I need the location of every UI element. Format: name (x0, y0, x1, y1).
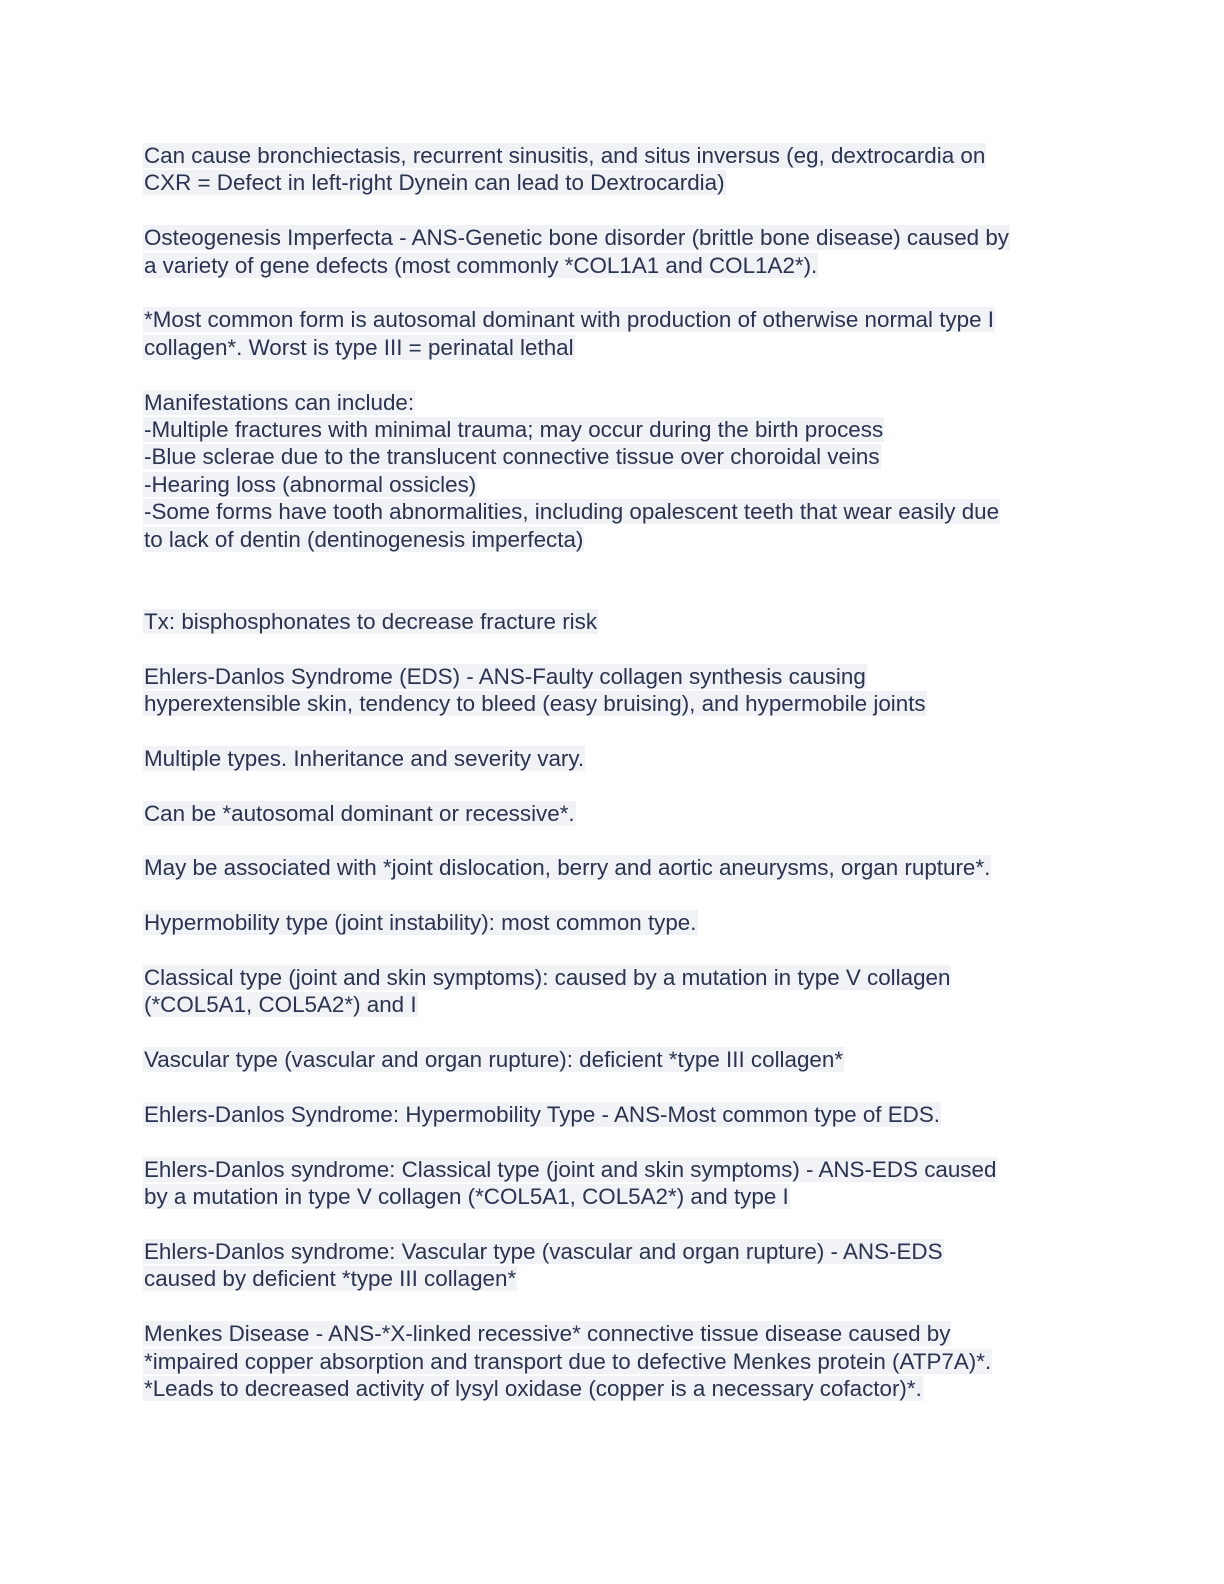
text-line: Hypermobility type (joint instability): most common type. (144, 910, 697, 936)
text-line: to lack of dentin (dentinogenesis imperfecta) (144, 526, 584, 552)
text-line: *Most common form is autosomal dominant with production of otherwise normal type I (144, 307, 994, 333)
text-line: Ehlers-Danlos Syndrome: Hypermobility Type - ANS-Most common type of EDS. (144, 1102, 940, 1128)
paragraph-eds-classical-card (143, 1156, 1083, 1211)
text-line: *impaired copper absorption and transport due to defective Menkes protein (ATP7A)*. (144, 1348, 992, 1374)
text-line: Ehlers-Danlos Syndrome (EDS) - ANS-Faulty collagen synthesis causing (144, 663, 866, 689)
text-line: collagen*. Worst is type III = perinatal lethal (144, 334, 574, 360)
text-line: -Hearing loss (abnormal ossicles) (144, 471, 477, 497)
text-line: Menkes Disease - ANS-*X-linked recessive* connective tissue disease caused by (144, 1321, 951, 1347)
text-line: -Blue sclerae due to the translucent connective tissue over choroidal veins (144, 444, 880, 470)
text-line: Vascular type (vascular and organ rupture): deficient *type III collagen* (144, 1047, 844, 1073)
text-line: -Multiple fractures with minimal trauma; may occur during the birth process (144, 417, 884, 443)
paragraph-oi-manifestations (143, 389, 1083, 553)
paragraph-eds-vascular (143, 1046, 1083, 1073)
paragraph-eds-inheritance (143, 800, 1083, 827)
paragraph-primary-ciliary-dyskinesia (143, 142, 1083, 197)
text-line: Can cause bronchiectasis, recurrent sinusitis, and situs inversus (eg, dextrocardia on (144, 143, 986, 168)
text-line: *Leads to decreased activity of lysyl oxidase (copper is a necessary cofactor)*. (144, 1376, 922, 1402)
paragraph-eds-associations (143, 854, 1083, 881)
text-line: (*COL5A1, COL5A2*) and I (144, 992, 417, 1018)
text-line: Osteogenesis Imperfecta - ANS-Genetic bone disorder (brittle bone disease) caused by (144, 225, 1009, 251)
text-line: caused by deficient *type III collagen* (144, 1266, 517, 1292)
paragraph-oi-treatment (143, 608, 1083, 635)
paragraph-eds-classical (143, 964, 1083, 1019)
text-line: Can be *autosomal dominant or recessive*. (144, 800, 575, 826)
text-line: Classical type (joint and skin symptoms): caused by a mutation in type V collagen (144, 965, 951, 991)
text-line: by a mutation in type V collagen (*COL5A1, COL5A2*) and type I (144, 1184, 789, 1210)
text-line: Ehlers-Danlos syndrome: Classical type (joint and skin symptoms) - ANS-EDS caused (144, 1156, 997, 1182)
document-page (143, 142, 1083, 1430)
text-line: a variety of gene defects (most commonly *COL1A1 and COL1A2*). (144, 252, 818, 278)
paragraph-eds-hypermobility (143, 909, 1083, 936)
paragraph-eds-definition (143, 663, 1083, 718)
paragraph-eds-hypermobility-card (143, 1101, 1083, 1128)
paragraph-eds-vascular-card (143, 1238, 1083, 1293)
paragraph-eds-types (143, 745, 1083, 772)
text-line: -Some forms have tooth abnormalities, including opalescent teeth that wear easily due (144, 499, 1000, 525)
paragraph-menkes-disease (143, 1320, 1083, 1402)
text-line: hyperextensible skin, tendency to bleed (easy bruising), and hypermobile joints (144, 691, 926, 717)
text-line: Ehlers-Danlos syndrome: Vascular type (vascular and organ rupture) - ANS-EDS (144, 1239, 943, 1265)
text-line: Tx: bisphosphonates to decrease fracture risk (144, 608, 598, 634)
text-line: CXR = Defect in left-right Dynein can lead to Dextrocardia) (144, 170, 725, 196)
text-line: May be associated with *joint dislocation, berry and aortic aneurysms, organ rupture*. (144, 855, 991, 881)
paragraph-oi-inheritance (143, 306, 1083, 361)
text-line: Multiple types. Inheritance and severity vary. (144, 745, 585, 771)
text-line: Manifestations can include: (144, 389, 415, 415)
paragraph-osteogenesis-imperfecta (143, 224, 1083, 279)
